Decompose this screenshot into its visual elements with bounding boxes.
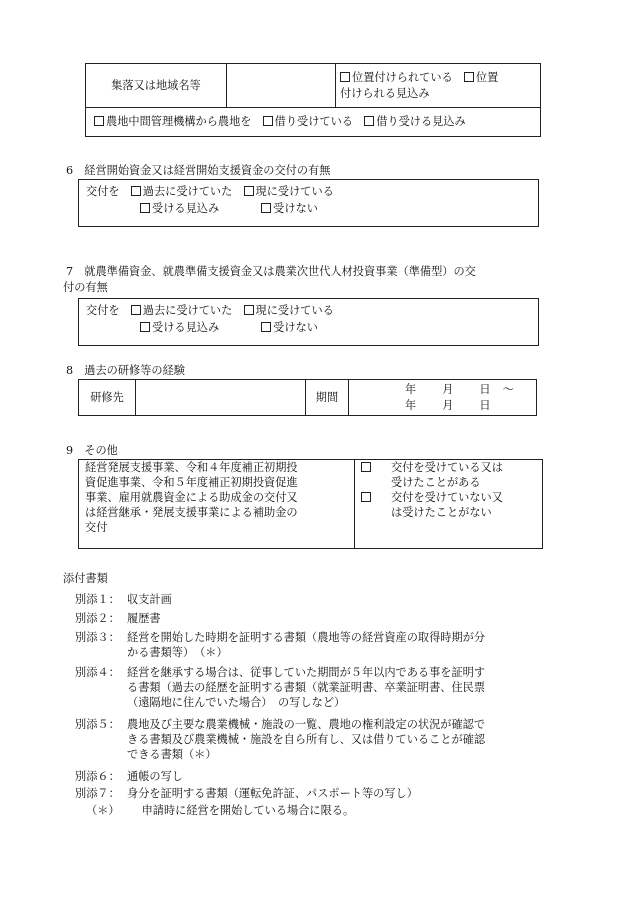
attachment-line: 履歴書 — [127, 612, 161, 625]
attachment-key: 別添３： — [75, 631, 120, 644]
attachment-line: 農地及び主要な農業機械・施設の一覧、農地の権利設定の状況が確認で — [127, 718, 486, 731]
attachment-line: る書類（過去の経歴を証明する書類（就業証明書、卒業証明書、住民票 — [127, 681, 486, 695]
start-month-label: 月 — [442, 383, 454, 397]
start-day-label: 日 — [479, 383, 491, 397]
positioned-prospect-label-a: 位置 — [475, 71, 499, 85]
s6-expect-checkbox[interactable] — [140, 203, 150, 213]
other-desc-line: は経営継承・発展支援事業による補助金の — [85, 506, 298, 520]
farmland-expect-checkbox[interactable] — [364, 116, 374, 126]
other-desc-cell — [79, 460, 355, 549]
other-received-label-1: 交付を受けている又は — [391, 461, 503, 474]
s6-expect-label: 受ける見込み — [152, 202, 220, 215]
s7-lead: 交付を — [86, 304, 120, 317]
training-period-label: 期間 — [315, 390, 339, 404]
s7-past-checkbox[interactable] — [131, 305, 141, 315]
farmland-lease-label: 借り受けている — [274, 115, 353, 129]
other-received-label-2: 受けたことがある — [391, 476, 481, 490]
s7-now-label: 現に受けている — [255, 304, 334, 317]
section-7-heading-1: 7 就農準備資金、就農準備支援資金又は農業次世代人材投資事業（準備型）の交 — [66, 265, 476, 278]
attachment-key: 別添６： — [75, 770, 120, 783]
other-desc-line: 交付 — [85, 521, 108, 535]
section-8-heading: 8 過去の研修等の経験 — [66, 364, 185, 377]
farmland-lead: 農地中間管理機構から農地を — [106, 115, 252, 129]
section-6-heading: 6 経営開始資金又は経営開始支援資金の交付の有無 — [66, 164, 331, 177]
s6-now-checkbox[interactable] — [244, 186, 254, 196]
s6-past-label: 過去に受けていた — [142, 185, 233, 198]
note-key: （＊） — [86, 804, 120, 817]
other-not-received-label-2: は受けたことがない — [391, 506, 492, 520]
end-year-label: 年 — [405, 398, 417, 412]
attachment-key: 別添５： — [75, 718, 120, 731]
end-month-label: 月 — [442, 398, 454, 412]
other-options-cell — [355, 460, 543, 549]
other-desc-line: 資促進事業、令和５年度補正初期投資促進 — [85, 476, 298, 490]
farmland-lease-checkbox[interactable] — [263, 116, 273, 126]
attachment-line: 収支計画 — [127, 593, 172, 606]
village-label-cell — [86, 64, 227, 108]
attachment-line: 経営を継承する場合は、従事していた期間が５年以内である事を証明す — [127, 666, 486, 679]
attachments-note — [86, 803, 354, 818]
other-received-checkbox[interactable] — [361, 462, 371, 472]
s7-none-checkbox[interactable] — [261, 322, 271, 332]
farmland-checkbox[interactable] — [94, 116, 104, 126]
training-table — [78, 379, 537, 416]
attachment-line: きる書類及び農業機械・施設を自ら所有し、又は借りていることが確認 — [127, 733, 486, 747]
training-place-value-cell[interactable] — [136, 380, 306, 416]
positioned-cell — [336, 64, 541, 108]
section-7-heading-2: 付の有無 — [63, 281, 108, 294]
s6-none-checkbox[interactable] — [261, 203, 271, 213]
attachment-line: できる書類（＊） — [127, 748, 217, 762]
other-table — [78, 459, 543, 549]
s6-past-checkbox[interactable] — [131, 186, 141, 196]
attachment-key: 別添４： — [75, 666, 120, 679]
attachment-key: 別添７： — [75, 787, 120, 800]
attachment-item — [75, 611, 602, 626]
attachment-item — [75, 630, 602, 660]
note-text: 申請時に経営を開始している場合に限る。 — [141, 804, 355, 817]
training-period-value-cell[interactable] — [349, 380, 537, 416]
period-tilde: ～ — [502, 383, 514, 397]
s6-none-label: 受けない — [273, 202, 318, 215]
other-not-received-label-1: 交付を受けていない又 — [391, 491, 503, 505]
period-start — [405, 382, 536, 397]
section-9-heading: 9 その他 — [66, 444, 118, 457]
s7-none-label: 受けない — [273, 321, 318, 334]
s7-expect-label: 受ける見込み — [152, 321, 220, 334]
farmland-expect-label: 借り受ける見込み — [376, 115, 466, 129]
attachment-line: かる書類等） （＊） — [127, 646, 228, 660]
positioned-checkbox[interactable] — [340, 72, 350, 82]
positioned-prospect-checkbox[interactable] — [464, 72, 474, 82]
attachment-line: 通帳の写し — [127, 770, 183, 783]
s7-past-label: 過去に受けていた — [142, 304, 233, 317]
positioned-label: 位置付けられている — [352, 71, 453, 85]
positioned-prospect-label-b: 付けられる見込み — [340, 86, 430, 100]
training-period-label-cell — [306, 380, 349, 416]
region-table — [85, 63, 541, 137]
attachment-line: （遠隔地に住んでいた場合） の写しなど） — [127, 696, 346, 710]
section-6-line2 — [140, 201, 318, 216]
s7-now-checkbox[interactable] — [244, 305, 254, 315]
farmland-cell — [86, 108, 541, 137]
attachment-line: 身分を証明する書類（運転免許証、パスポート等の写し） — [127, 787, 418, 800]
training-place-label-cell — [79, 380, 136, 416]
village-value-cell[interactable] — [227, 64, 336, 108]
attachment-item — [75, 665, 602, 710]
attachment-line: 経営を開始した時期を証明する書類（農地等の経営資産の取得時期が分 — [127, 631, 486, 644]
other-desc-line: 事業、雇用就農資金による助成金の交付又 — [85, 491, 298, 505]
section-7-line2 — [140, 320, 318, 335]
village-label: 集落又は地域名等 — [111, 78, 201, 92]
attachment-item — [75, 592, 602, 607]
attachment-item — [75, 786, 602, 801]
section-7-line1 — [86, 303, 334, 318]
attachments-heading: 添付書類 — [63, 572, 108, 585]
attachment-key: 別添１： — [75, 593, 120, 606]
training-place-label: 研修先 — [90, 390, 124, 404]
start-year-label: 年 — [405, 383, 417, 397]
other-not-received-checkbox[interactable] — [361, 492, 371, 502]
attachment-key: 別添２： — [75, 612, 120, 625]
end-day-label: 日 — [479, 398, 491, 412]
attachment-item — [75, 769, 602, 784]
other-desc-line: 経営発展支援事業、令和４年度補正初期投 — [85, 461, 298, 474]
s6-lead: 交付を — [86, 185, 120, 198]
period-end — [405, 398, 536, 413]
s7-expect-checkbox[interactable] — [140, 322, 150, 332]
s6-now-label: 現に受けている — [255, 185, 334, 198]
attachment-item — [75, 717, 602, 762]
section-6-line1 — [86, 184, 334, 199]
